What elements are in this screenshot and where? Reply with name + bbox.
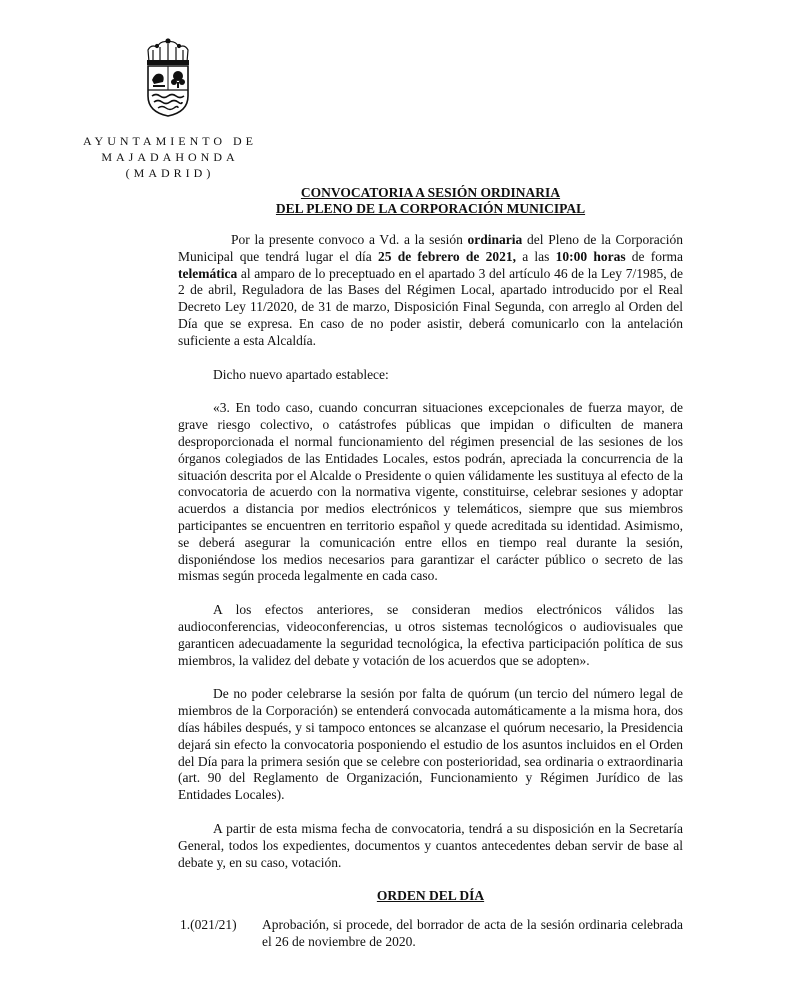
agenda-heading: ORDEN DEL DÍA xyxy=(376,888,485,904)
paragraph-quorum: De no poder celebrarse la sesión por falta de quórum (un tercio del número legal de miembros de la Corporación) se entenderá convocada automáticamente a la misma hora, dos días hábiles después, y si tampoco entonces se alcanzase el quórum necesario, la Presidencia dejará sin efecto la convocatoria posponiendo el estudio de los asuntos incluidos en el Orden del Día para la primera sesión que se celebre con posterioridad, sea ordinaria o extraordinaria (art. 90 del Reglamento de Organización, Funcionamiento y Régimen Jurídico de las Entidades Locales). xyxy=(178,686,683,803)
paragraph-quote-2: A los efectos anteriores, se consideran medios electrónicos válidos las audioconferencias, videoconferencias, u otros sistemas tecnológicos o audiovisuales que garanticen adecuadamente la seguridad tecnológica, la efectiva participación política de sus miembros, la validez del debate y votación de los acuerdos que se adopten». xyxy=(178,602,683,668)
agenda-item-number: 1.(021/21) xyxy=(180,917,237,933)
paragraph-documents: A partir de esta misma fecha de convocatoria, tendrá a su disposición en la Secretaría General, todos los expedientes, documentos y cuantos antecedentes deban servir de base al debate y, en su caso, votación. xyxy=(178,820,683,870)
agenda-item xyxy=(178,917,683,951)
organization-name xyxy=(80,133,260,181)
paragraph-quote-1: «3. En todo caso, cuando concurran situaciones excepcionales de fuerza mayor, de grave riesgo colectivo, o catástrofes públicas que impidan o dificulten de manera desproporcionada el normal funcionamiento del régimen presencial de las sesiones de los órganos colegiados de las Entidades Locales, estos podrán, apreciada la concurrencia de la situación descrita por el Alcalde o Presidente o quien válidamente les sustituya al efecto de la convocatoria de acuerdo con la normativa vigente, constituirse, celebrar sesiones y adoptar acuerdos a distancia por medios electrónicos y telemáticos, siempre que sus miembros participantes se encuentren en territorio español y quede acreditada su identidad. Asimismo, se deberá asegurar la comunicación entre ellos en tiempo real durante la sesión, disponiéndose los medios necesarios para garantizar el carácter público o secreto de las mismas según proceda legalmente en cada caso. xyxy=(178,400,683,584)
title-line-1: CONVOCATORIA A SESIÓN ORDINARIA xyxy=(300,185,561,200)
intro-paragraph: Por la presente convoco a Vd. a la sesión ordinaria del Pleno de la Corporación Municipal que tendrá lugar el día 25 de febrero de 2021, a las 10:00 horas de forma telemática al amparo de lo preceptuado en el apartado 3 del artículo 46 de la Ley 7/1985, de 2 de abril, Reguladora de las Bases del Régimen Local, apartado introducido por el Real Decreto Ley 11/2020, de 31 de marzo, Disposición Final Segunda, con arreglo al Orden del Día que se expresa. En caso de no poder asistir, deberá comunicarlo con la antelación suficiente a esta Alcaldía. xyxy=(178,232,684,348)
document-body xyxy=(178,232,683,951)
org-line-1: AYUNTAMIENTO DE xyxy=(82,134,258,148)
coat-of-arms-logo xyxy=(143,38,193,118)
org-line-2: MAJADAHONDA xyxy=(101,150,239,164)
paragraph-dicho: Dicho nuevo apartado establece: xyxy=(213,366,389,382)
agenda-item-text: Aprobación, si procede, del borrador de acta de la sesión ordinaria celebrada el 26 de noviembre de 2020. xyxy=(262,917,683,949)
title-line-2: DEL PLENO DE LA CORPORACIÓN MUNICIPAL xyxy=(275,201,586,216)
document-title xyxy=(178,185,683,217)
org-line-3: (MADRID) xyxy=(125,166,215,180)
